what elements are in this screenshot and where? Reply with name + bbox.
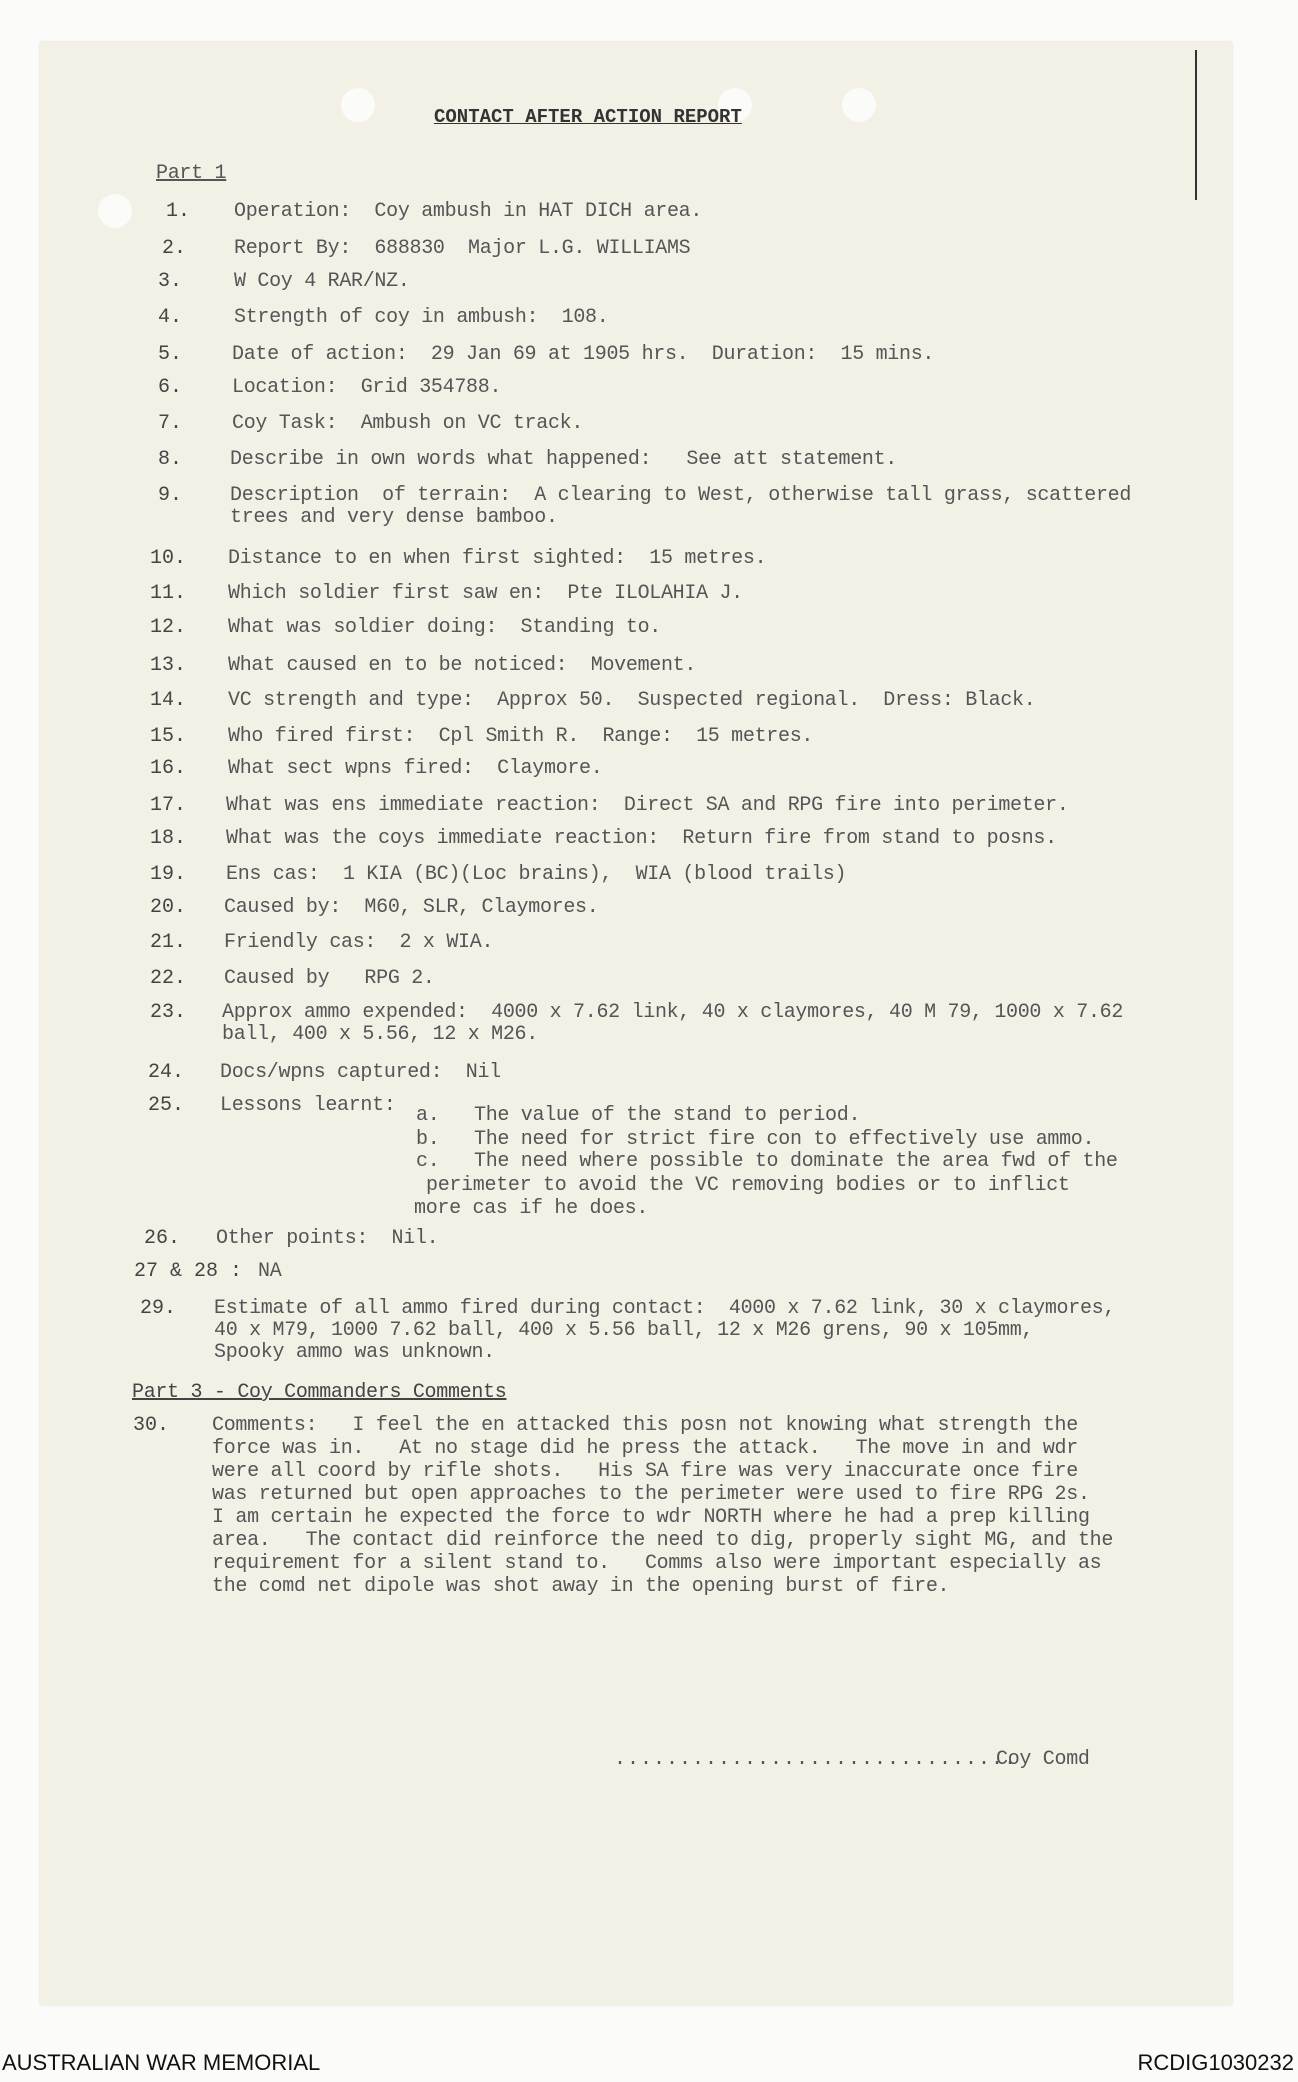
item-text: Estimate of all ammo fired during contact: 4000 x 7.62 link, 30 x claymores, <box>214 1297 1116 1320</box>
item-number: 3. <box>158 270 183 293</box>
item-text: Location: Grid 354788. <box>232 376 502 399</box>
item-number: 29. <box>140 1297 177 1320</box>
item-text: Docs/wpns captured: Nil <box>220 1061 501 1084</box>
comment-line: was returned but open approaches to the perimeter were used to fire RPG 2s. <box>212 1483 1090 1506</box>
lesson-text-continued: perimeter to avoid the VC removing bodies or to inflict <box>426 1174 1070 1197</box>
item-number: 20. <box>150 896 187 919</box>
item-text: VC strength and type: Approx 50. Suspected regional. Dress: Black. <box>228 689 1036 712</box>
lesson-text-continued: more cas if he does. <box>414 1197 649 1220</box>
item-text: Coy Task: Ambush on VC track. <box>232 412 584 435</box>
item-text: What was ens immediate reaction: Direct SA and RPG fire into perimeter. <box>226 794 1069 817</box>
comment-line: I am certain he expected the force to wdr NORTH where he had a prep killing <box>212 1506 1090 1529</box>
item-text: Who fired first: Cpl Smith R. Range: 15 metres. <box>228 725 814 748</box>
item-number: 26. <box>144 1227 181 1250</box>
item-text: Caused by: M60, SLR, Claymores. <box>224 896 599 919</box>
item-text: What was soldier doing: Standing to. <box>228 616 661 639</box>
item-number: 1. <box>166 200 191 223</box>
lesson-letter: b. <box>416 1128 440 1151</box>
signature-line: ............................... <box>614 1748 1018 1771</box>
lesson-text: The need for strict fire con to effectively use ammo. <box>474 1128 1095 1151</box>
lesson-letter: a. <box>416 1104 440 1127</box>
lesson-letter: c. <box>416 1150 440 1173</box>
item-number: 2. <box>162 237 187 260</box>
item-text: Date of action: 29 Jan 69 at 1905 hrs. Duration: 15 mins. <box>232 343 935 366</box>
comment-line: area. The contact did reinforce the need to dig, properly sight MG, and the <box>212 1529 1114 1552</box>
item-number: 16. <box>150 757 187 780</box>
item-text: Friendly cas: 2 x WIA. <box>224 931 494 954</box>
lesson-text: The need where possible to dominate the area fwd of the <box>474 1150 1118 1173</box>
item-number: 27 & 28 : <box>134 1260 243 1283</box>
document-title: CONTACT AFTER ACTION REPORT <box>434 106 742 128</box>
item-number: 12. <box>150 616 187 639</box>
item-text: What sect wpns fired: Claymore. <box>228 757 603 780</box>
item-text-continued: ball, 400 x 5.56, 12 x M26. <box>222 1023 538 1046</box>
item-number: 9. <box>158 484 183 507</box>
item-number: 7. <box>158 412 183 435</box>
comment-line: were all coord by rifle shots. His SA fire was very inaccurate once fire <box>212 1460 1078 1483</box>
item-text-continued: 40 x M79, 1000 7.62 ball, 400 x 5.56 ball, 12 x M26 grens, 90 x 105mm, <box>214 1319 1034 1342</box>
item-number: 17. <box>150 794 187 817</box>
item-text: Describe in own words what happened: See att statement. <box>230 448 898 471</box>
item-text: Distance to en when first sighted: 15 metres. <box>228 547 767 570</box>
item-number: 25. <box>148 1094 185 1117</box>
part1-heading: Part 1 <box>156 162 227 185</box>
signature-label: Coy Comd <box>996 1748 1090 1771</box>
item-text: Operation: Coy ambush in HAT DICH area. <box>234 200 703 223</box>
footer-id: RCDIG1030232 <box>1137 2050 1294 2075</box>
punch-hole <box>341 88 375 122</box>
punch-hole <box>842 88 876 122</box>
item-number: 19. <box>150 863 187 886</box>
item-number: 24. <box>148 1061 185 1084</box>
item-text: Lessons learnt: <box>220 1094 396 1117</box>
item-number: 23. <box>150 1001 187 1024</box>
comment-line: the comd net dipole was shot away in the opening burst of fire. <box>212 1575 950 1598</box>
item-number: 6. <box>158 376 183 399</box>
item-text: Ens cas: 1 KIA (BC)(Loc brains), WIA (blood trails) <box>226 863 847 886</box>
item-text-continued: trees and very dense bamboo. <box>230 506 558 529</box>
footer-source: AUSTRALIAN WAR MEMORIAL <box>2 2050 321 2075</box>
comment-line: requirement for a silent stand to. Comms also were important especially as <box>212 1552 1102 1575</box>
item-number: 4. <box>158 306 183 329</box>
item-number: 21. <box>150 931 187 954</box>
item-number: 13. <box>150 654 187 677</box>
part3-heading: Part 3 - Coy Commanders Comments <box>132 1381 507 1404</box>
comment-line: Comments: I feel the en attacked this posn not knowing what strength the <box>212 1414 1078 1437</box>
item-text: What caused en to be noticed: Movement. <box>228 654 697 677</box>
item-text: Which soldier first saw en: Pte ILOLAHIA J. <box>228 582 743 605</box>
item-number: 11. <box>150 582 187 605</box>
item-number: 30. <box>133 1414 170 1437</box>
item-number: 10. <box>150 547 187 570</box>
item-number: 15. <box>150 725 187 748</box>
item-text: Approx ammo expended: 4000 x 7.62 link, 40 x claymores, 40 M 79, 1000 x 7.62 <box>222 1001 1124 1024</box>
item-text: What was the coys immediate reaction: Return fire from stand to posns. <box>226 827 1057 850</box>
item-number: 5. <box>158 343 183 366</box>
item-text: Strength of coy in ambush: 108. <box>234 306 609 329</box>
item-text: Report By: 688830 Major L.G. WILLIAMS <box>234 237 691 260</box>
item-text: Description of terrain: A clearing to West, otherwise tall grass, scattered <box>230 484 1132 507</box>
lesson-text: The value of the stand to period. <box>474 1104 861 1127</box>
item-number: 8. <box>158 448 183 471</box>
item-text: NA <box>258 1260 282 1283</box>
item-number: 18. <box>150 827 187 850</box>
item-text: Other points: Nil. <box>216 1227 439 1250</box>
item-number: 14. <box>150 689 187 712</box>
comment-line: force was in. At no stage did he press the attack. The move in and wdr <box>212 1437 1078 1460</box>
item-text: Caused by RPG 2. <box>224 967 435 990</box>
item-text: W Coy 4 RAR/NZ. <box>234 270 410 293</box>
punch-hole <box>98 194 132 228</box>
page-edge-mark <box>1195 50 1197 200</box>
item-text-continued: Spooky ammo was unknown. <box>214 1341 495 1364</box>
item-number: 22. <box>150 967 187 990</box>
